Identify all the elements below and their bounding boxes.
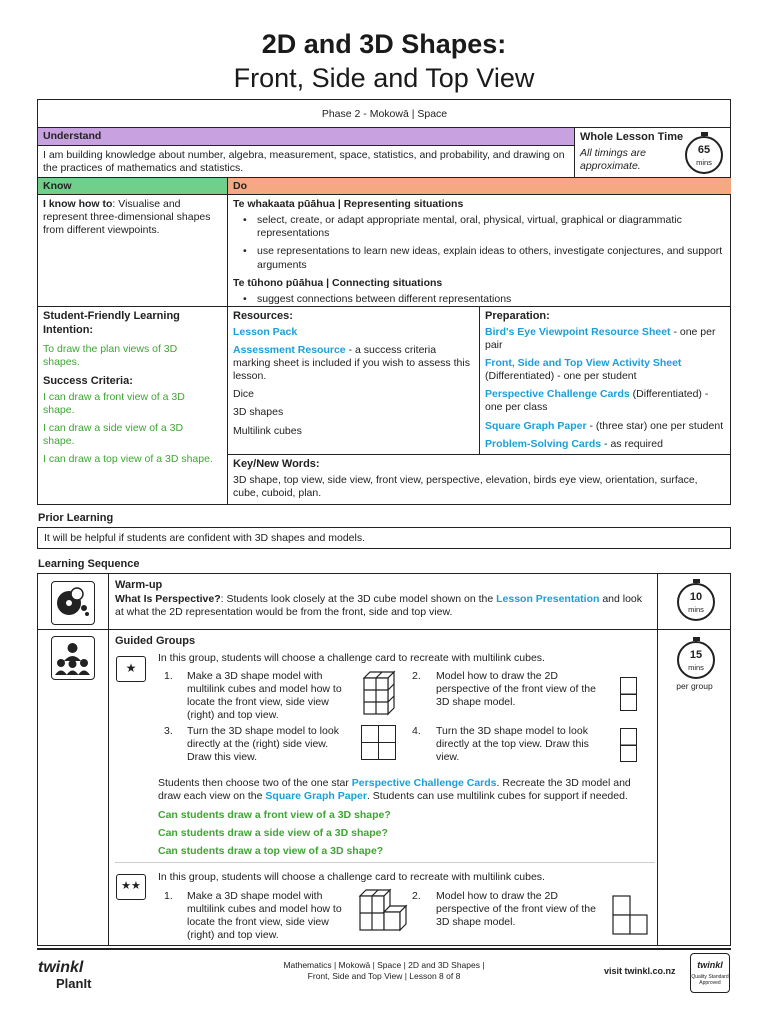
lesson-pack-link[interactable]: Lesson Pack — [233, 325, 298, 338]
warmup-label: Warm-up — [115, 579, 163, 591]
learning-sequence-label: Learning Sequence — [38, 558, 140, 570]
timing-note: All timings are approximate. — [580, 146, 646, 172]
phase-text: Phase 2 - Mokowā | Space — [321, 108, 448, 120]
preparation-label: Preparation: — [485, 310, 550, 322]
warmup-text: What Is Perspective?: Students look closely at the 3D cube model shown on the Lesson Presentation and look at what the 2D representation would be from the front, side and top view. — [115, 592, 643, 618]
page-title: 2D and 3D Shapes: — [261, 29, 507, 59]
prep-item: Problem-Solving Cards - as required — [485, 437, 663, 450]
twinkl-logo-text: twinkl — [38, 959, 84, 976]
twinkl-planit-logo — [38, 958, 110, 998]
footer-line-1: Mathematics | Mokowā | Space | 2D and 3D Shapes | — [283, 960, 485, 970]
success-item: I can draw a side view of a 3D shape. — [43, 421, 184, 447]
step-text: Make a 3D shape model with multilink cubes and model how to locate the front view, side view (right) and top view. — [187, 670, 342, 722]
step-text: Make a 3D shape model with multilink cubes and model how to locate the front view, side view (right) and top view. — [187, 890, 342, 942]
timer-icon: 15 mins — [677, 641, 715, 679]
cube-model-drawing — [360, 668, 404, 722]
learning-sequence-table — [37, 573, 731, 946]
do-heading-1: Te whakaata pūāhua | Representing situations — [233, 198, 464, 210]
quality-badge — [690, 953, 730, 993]
step-text: Model how to draw the 2D perspective of the front view of the 3D shape model. — [436, 670, 596, 709]
phase-row — [38, 100, 731, 128]
footer-center — [234, 960, 534, 981]
list-item: • use representations to learn new ideas, explain ideas to others, investigate conjectures, and support arguments — [243, 245, 726, 271]
warmup-content — [115, 579, 651, 619]
intention-text: To draw the plan views of 3D shapes. — [43, 342, 178, 368]
list-item: • suggest connections between different representations — [243, 293, 726, 306]
thinking-icon — [51, 581, 95, 625]
cube-model-drawing — [356, 886, 410, 934]
whole-lesson-label: Whole Lesson Time — [580, 131, 684, 143]
visit-link[interactable]: visit twinkl.co.nz — [604, 966, 676, 976]
badge-caption: Quality Standard Approved — [691, 974, 729, 986]
step-number: 2. — [412, 890, 421, 902]
understand-header: Understand — [38, 128, 575, 146]
step-text: Turn the 3D shape model to look directly at the (right) side view. Draw this view. — [187, 725, 339, 764]
prep-item: Square Graph Paper - (three star) one per student — [485, 419, 724, 432]
intention-label: Student-Friendly Learning Intention: — [43, 310, 180, 336]
know-cell — [38, 195, 228, 307]
resource-item: 3D shapes — [233, 406, 284, 419]
footer-line-2: Front, Side and Top View | Lesson 8 of 8 — [307, 970, 461, 981]
prep-item: Front, Side and Top View Activity Sheet (Differentiated) - one per student — [485, 357, 682, 383]
graph-paper-link[interactable]: Square Graph Paper — [265, 790, 367, 803]
key-words-cell — [228, 455, 731, 505]
footer-rule — [37, 948, 731, 950]
step-number: 4. — [412, 725, 421, 737]
top-view-drawing — [620, 728, 637, 762]
know-lead: I know how to — [43, 198, 113, 210]
prior-learning-label: Prior Learning — [38, 512, 114, 524]
do-cell — [228, 195, 731, 307]
page-subtitle: Front, Side and Top View — [233, 63, 535, 93]
know-header: Know — [38, 178, 228, 195]
whole-lesson-cell — [575, 128, 731, 178]
lesson-presentation-link[interactable]: Lesson Presentation — [496, 592, 600, 605]
perspective-cards-link[interactable]: Perspective Challenge Cards — [351, 777, 497, 789]
group-separator — [115, 862, 655, 863]
preparation-cell — [480, 307, 731, 455]
key-words-label: Key/New Words: — [233, 458, 320, 470]
success-label: Success Criteria: — [43, 374, 133, 387]
step-number: 1. — [164, 890, 173, 902]
do-heading-2: Te tūhono pūāhua | Connecting situations — [233, 276, 443, 289]
two-star-icon: ★★ — [116, 874, 146, 900]
resource-item: Multilink cubes — [233, 424, 302, 437]
divider — [38, 629, 731, 630]
intention-cell — [38, 307, 228, 505]
step-number: 1. — [164, 670, 173, 682]
group2-intro: In this group, students will choose a challenge card to recreate with multilink cubes. — [158, 871, 545, 883]
prep-item: Bird's Eye Viewpoint Resource Sheet - one per pair — [485, 325, 716, 351]
assessment-link[interactable]: Assessment Resource — [233, 343, 346, 356]
prior-learning-text: It will be helpful if students are confident with 3D shapes and models. — [44, 532, 366, 544]
one-star-icon: ★ — [116, 656, 146, 682]
question: Can students draw a front view of a 3D shape? — [158, 809, 391, 821]
know-text: : Visualise and represent three-dimensional shapes from different viewpoints. — [43, 198, 211, 237]
step-number: 2. — [412, 670, 421, 682]
overview-table — [37, 99, 731, 505]
step-number: 3. — [164, 725, 173, 737]
resources-label: Resources: — [233, 310, 293, 322]
front-view-drawing — [620, 677, 637, 711]
group1-after-text: Students then choose two of the one star Perspective Challenge Cards. Recreate the 3D model and draw each view on the Square Graph Paper. Students can use multilink cubes for support if needed. — [158, 777, 631, 803]
timer-icon: 65 mins — [685, 136, 723, 174]
group1-intro: In this group, students will choose a challenge card to recreate with multilink cubes. — [158, 652, 545, 664]
do-list-2 — [243, 293, 726, 306]
per-group-text: per group — [676, 681, 713, 691]
understand-text: I am building knowledge about number, algebra, measurement, space, statistics, and probability, and drawing on the practices of mathematics and statistics. — [38, 146, 575, 178]
question: Can students draw a top view of a 3D shape? — [158, 845, 384, 857]
side-view-drawing — [361, 725, 396, 760]
do-list-1 — [243, 214, 726, 272]
badge-logo-text: twinkl — [697, 960, 723, 970]
planit-logo-text: PlanIt — [56, 976, 92, 991]
list-item: • select, create, or adapt appropriate mental, oral, physical, virtual, graphical or diagrammatic representations — [243, 214, 726, 240]
group-icon — [51, 636, 95, 680]
step-text: Model how to draw the 2D perspective of the front view of the 3D shape model. — [436, 890, 596, 929]
prep-item: Perspective Challenge Cards (Differentiated) - one per class — [485, 388, 709, 414]
resource-item: Dice — [233, 388, 255, 401]
success-item: I can draw a front view of a 3D shape. — [43, 390, 185, 416]
question: Can students draw a side view of a 3D shape? — [158, 827, 388, 839]
key-words-text: 3D shape, top view, side view, front view, perspective, elevation, birds eye view, orientation, surface, cube, cuboid, plan. — [233, 473, 698, 499]
success-item: I can draw a top view of a 3D shape. — [43, 453, 213, 465]
resources-cell: Resources: Lesson Pack Assessment Resource - a success criteria marking sheet is included if you wish to assess this lesson. Dice 3D shapes Multilink cubes — [228, 307, 480, 455]
guided-groups-label: Guided Groups — [115, 635, 196, 647]
timer-icon: 10 mins — [677, 583, 715, 621]
front-view-drawing — [611, 894, 651, 938]
prior-learning-box — [37, 527, 731, 549]
do-header: Do — [228, 178, 731, 195]
step-text: Turn the 3D shape model to look directly at the top view. Draw this view. — [436, 725, 589, 764]
